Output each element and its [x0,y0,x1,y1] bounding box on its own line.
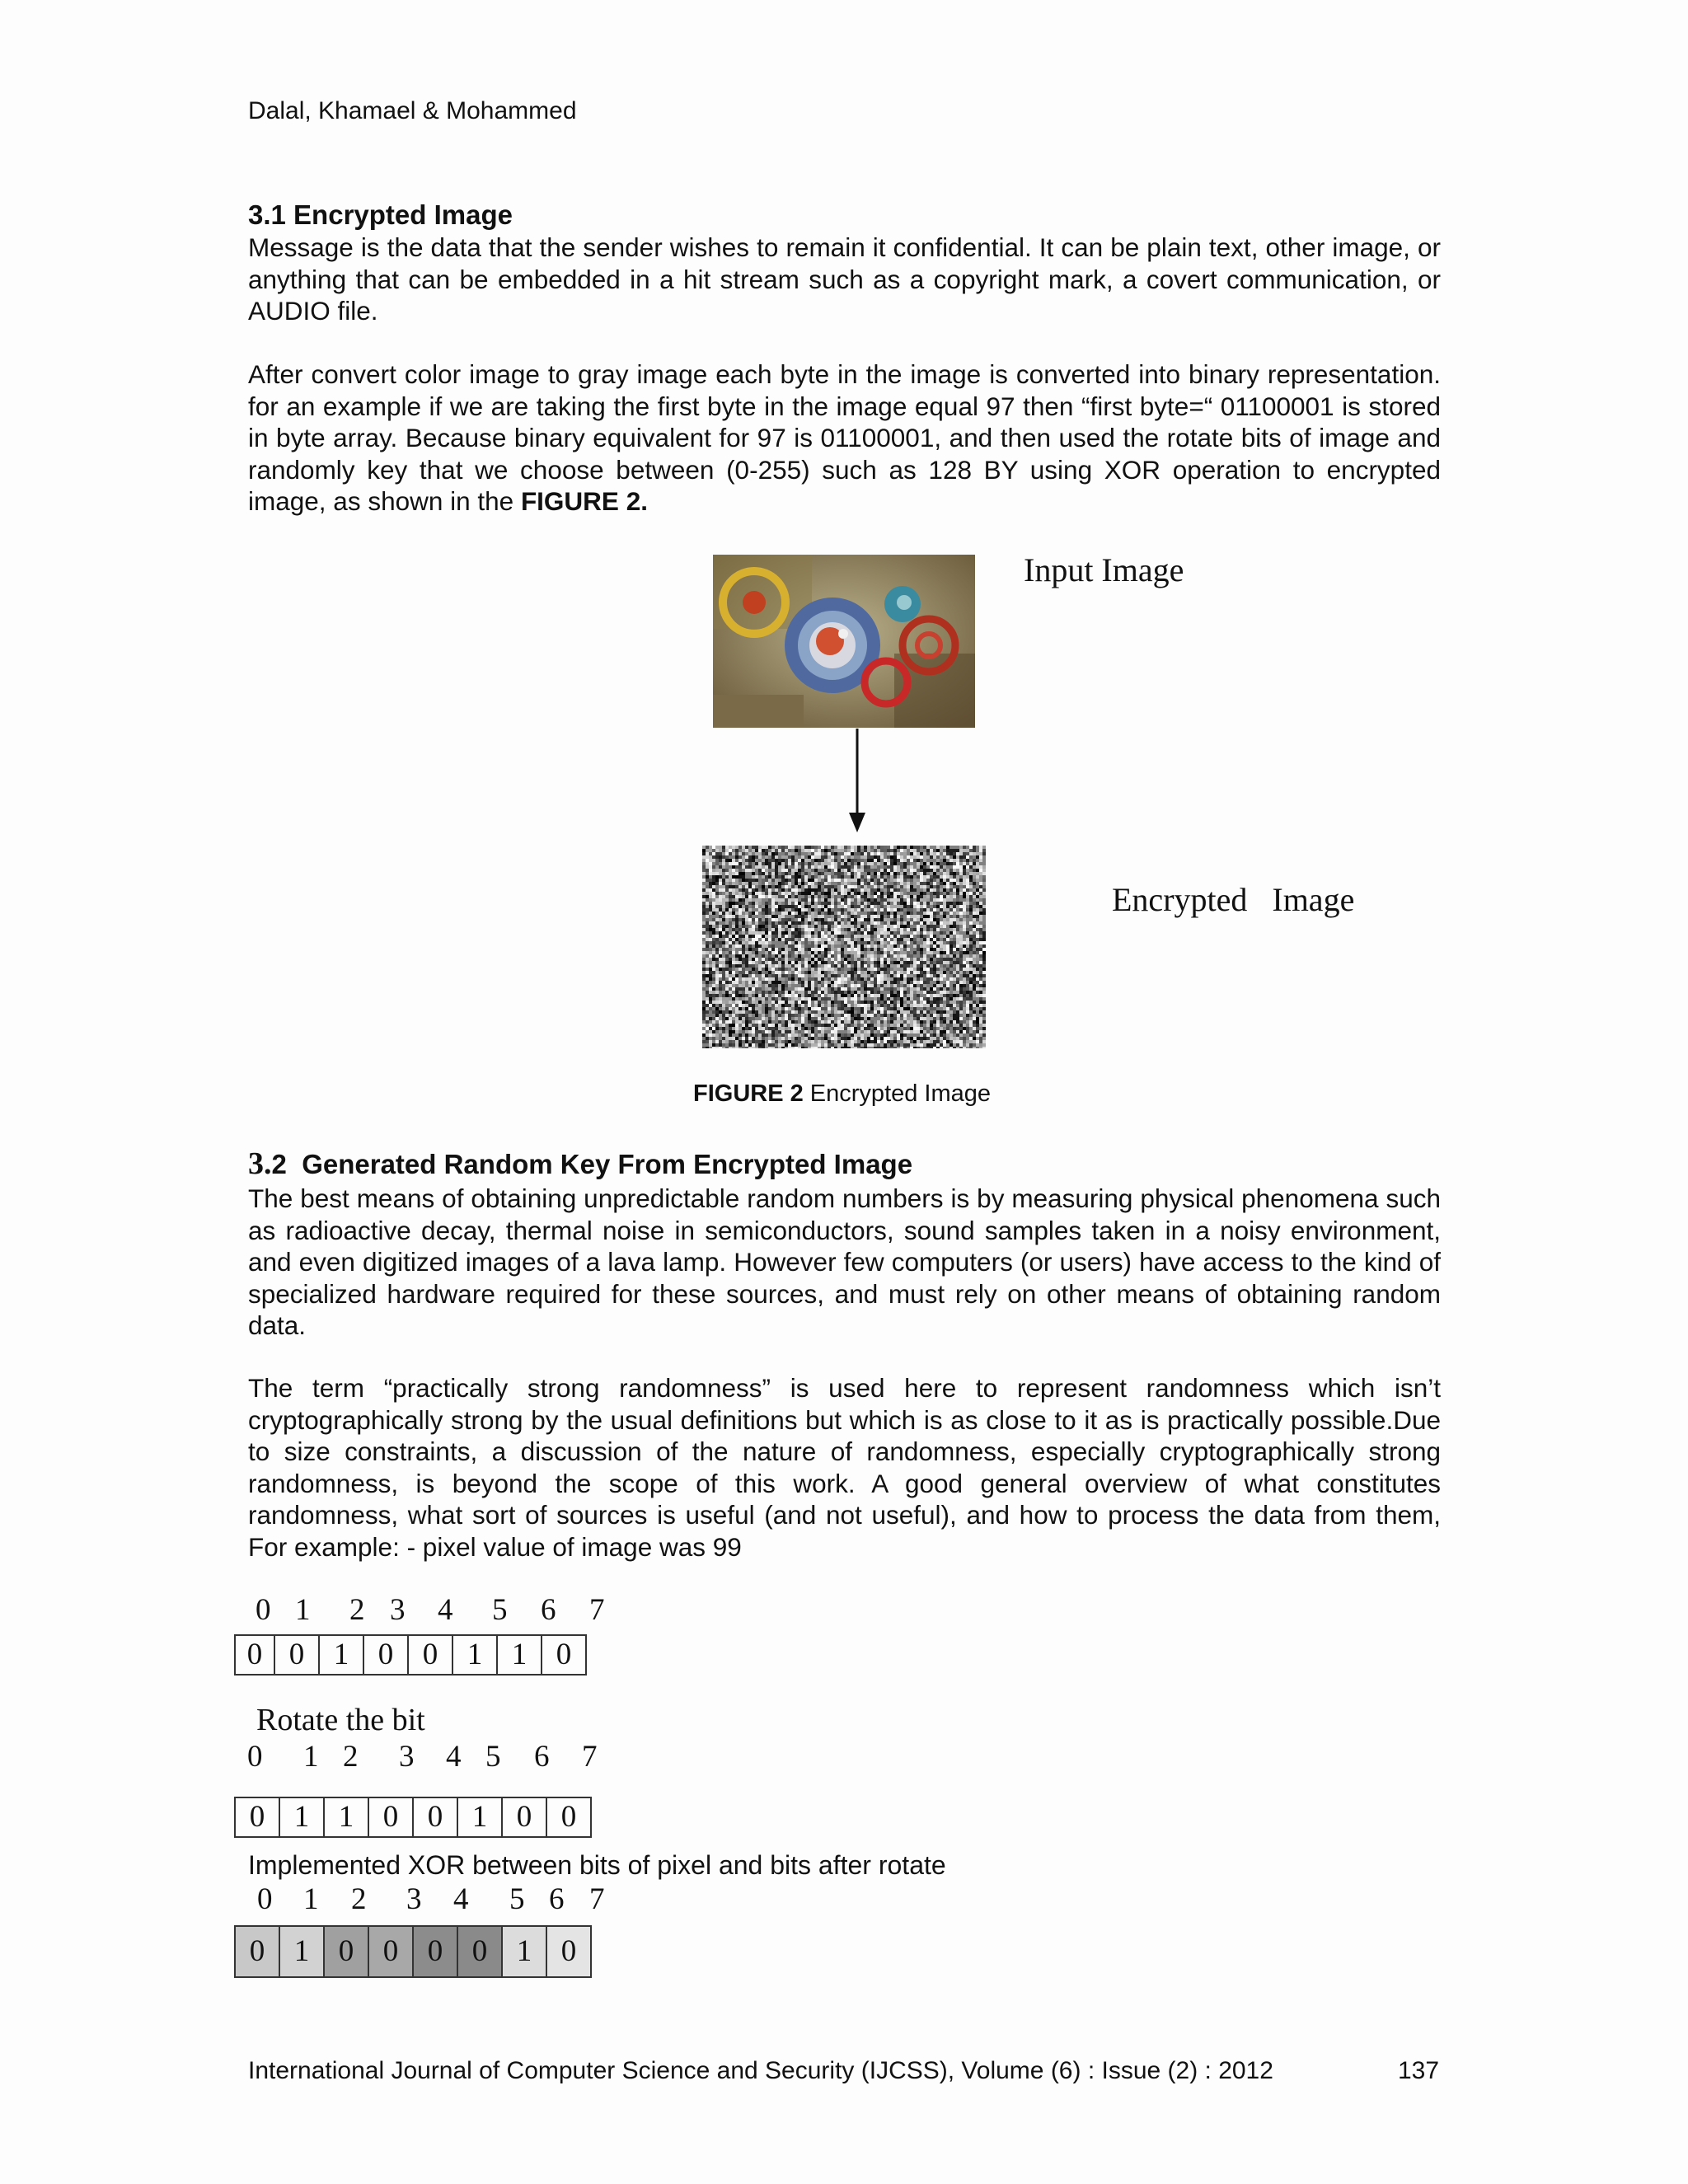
bit-index: 5 [509,1882,525,1916]
bit-cell: 1 [279,1926,324,1977]
bit-cell: 0 [502,1797,546,1837]
bit-index-row-1 [0,1592,659,1629]
bit-index: 1 [303,1882,319,1916]
bit-cell: 0 [235,1926,279,1977]
footer-journal: International Journal of Computer Science and Security (IJCSS), Volume (6) : Issue (2) : 2012 [248,2057,1273,2084]
arrow-down-icon [847,729,867,836]
bit-cell: 0 [235,1635,274,1675]
bit-cell: 0 [542,1635,586,1675]
section-3-2-number-minor: 2 [271,1149,287,1179]
bit-index: 6 [549,1882,565,1916]
bit-cell: 1 [319,1635,363,1675]
bit-cell: 0 [274,1635,319,1675]
bit-cell: 0 [546,1926,591,1977]
bit-index: 0 [247,1740,263,1774]
bit-index: 0 [256,1593,271,1627]
section-3-2-number: 3. [248,1146,272,1181]
bit-index: 7 [582,1740,598,1774]
bit-index: 5 [485,1740,501,1774]
section-3-1-paragraph-2 [248,359,1441,518]
bit-index: 2 [351,1882,367,1916]
bit-index: 1 [295,1593,311,1627]
figure-2-caption [693,1080,991,1108]
bit-cell: 0 [408,1635,452,1675]
bit-index: 7 [589,1593,605,1627]
bit-cell: 0 [413,1797,457,1837]
section-3-2-paragraph-2: The term “practically strong randomness” is used here to represent randomness which isn’t cryptographically strong by the usual definitions but which is as close to it as is practically possible.Due to size constraints, a discussion of the nature of randomness, especially cryptographically strong randomness, is beyond the scope of this work. A good general overview of what constitutes randomness, what sort of sources is useful (and not useful), and how to process the data from them, For example: - pixel value of image was 99 [248,1373,1441,1562]
bit-index-row-2 [0,1739,659,1775]
bit-cell: 0 [324,1926,368,1977]
bit-cell: 1 [324,1797,368,1837]
bit-index: 6 [541,1593,556,1627]
bit-cell: 0 [546,1797,591,1837]
input-image-label: Input Image [1024,551,1184,588]
bit-cell: 0 [368,1926,413,1977]
bit-cell: 1 [502,1926,546,1977]
encrypted-image-label: Encrypted Image [1112,881,1355,918]
rotated-bits-table [234,1797,592,1838]
figure-2-caption-text: Encrypted Image [803,1080,992,1107]
paragraph-2-text: After convert color image to gray image each byte in the image is converted into binary representation. for an example if we are taking the first byte in the image equal 97 then “first byte=“ 01100001 is stored in byte array. Because binary equivalent for 97 is 01100001, and then used the rotate bits of image and randomly key that we choose between (0-255) such as 128 BY using XOR operation to encrypted image, as shown in the [248,359,1441,517]
bit-index: 3 [406,1882,422,1916]
xor-label: Implemented XOR between bits of pixel and bits after rotate [248,1850,946,1880]
bit-index: 0 [257,1882,273,1916]
bit-cell: 1 [457,1797,502,1837]
bit-cell: 0 [413,1926,457,1977]
section-3-1-paragraph-1: Message is the data that the sender wishes to remain it confidential. It can be plain text, other image, or anything that can be embedded in a hit stream such as a copyright mark, a covert communication, or AUDIO file. [248,232,1441,326]
bit-index: 2 [343,1740,359,1774]
section-3-2-paragraph-1: The best means of obtaining unpredictable random numbers is by measuring physical phenomena such as radioactive decay, thermal noise in semiconductors, sound samples taken in a noisy environment, and even digitized images of a lava lamp. However few computers (or users) have access to the kind of specialized hardware required for these sources, and must rely on other means of obtaining random data. [248,1183,1441,1341]
figure-2-caption-label: FIGURE 2 [693,1080,804,1107]
section-3-1-title: 3.1 Encrypted Image [248,199,513,230]
bit-index: 2 [349,1593,365,1627]
bit-index-row-3 [0,1882,659,1918]
bit-index: 4 [438,1593,453,1627]
bit-index: 3 [390,1593,406,1627]
running-header: Dalal, Khamael & Mohammed [248,97,577,124]
bit-cell: 1 [452,1635,497,1675]
bit-index: 7 [589,1882,605,1916]
bit-index: 4 [453,1882,469,1916]
page-number: 137 [1398,2057,1440,2084]
figure-2-reference: FIGURE 2. [520,486,648,517]
input-image [713,555,975,728]
section-3-2-heading: Generated Random Key From Encrypted Image [302,1149,913,1179]
section-3-2-title [248,1146,912,1182]
bit-index: 1 [303,1740,319,1774]
rotate-label: Rotate the bit [256,1703,425,1737]
bit-index: 6 [534,1740,550,1774]
bit-cell: 0 [363,1635,408,1675]
original-bits-table [234,1634,587,1675]
bit-cell: 0 [457,1926,502,1977]
encrypted-image [702,846,986,1048]
bit-cell: 0 [235,1797,279,1837]
bit-cell: 1 [497,1635,542,1675]
bit-cell: 1 [279,1797,324,1837]
bit-index: 5 [492,1593,508,1627]
bit-cell: 0 [368,1797,413,1837]
bit-index: 3 [399,1740,415,1774]
bit-index: 4 [446,1740,462,1774]
xor-bits-table [234,1925,592,1978]
